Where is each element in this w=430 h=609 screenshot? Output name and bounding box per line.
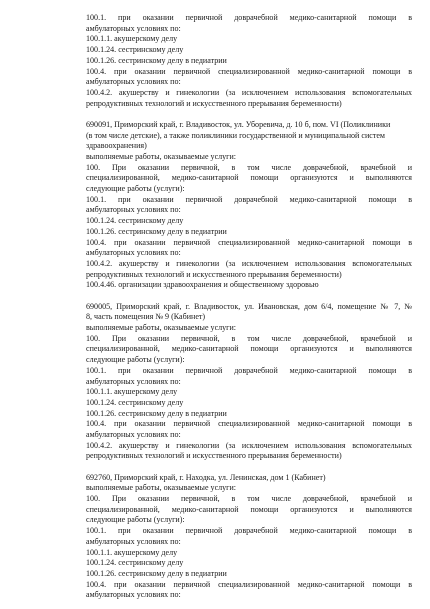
text-line: следующие работы (услуги):	[86, 355, 185, 365]
text-line: 100.1. при оказании первичной доврачебной медико-санитарной помощи в	[86, 365, 412, 375]
text-line: амбулаторных условиях по:	[86, 430, 181, 440]
text-line: следующие работы (услуги):	[86, 184, 185, 194]
text-line: амбулаторных условиях по:	[86, 376, 181, 386]
text-line: 692760, Приморский край, г. Находка, ул. Ленинская, дом 1 (Кабинет)	[86, 472, 326, 482]
text-line: амбулаторных условиях по:	[86, 536, 181, 546]
text-line: специализированной, медико-санитарной помощи организуются и выполняются	[86, 173, 412, 183]
text-line: 100.1. при оказании первичной доврачебной медико-санитарной помощи в	[86, 526, 412, 536]
license-address-block	[86, 473, 412, 601]
text-line: репродуктивных технологий и искусственного прерывания беременности)	[86, 269, 342, 279]
text-line: 100.1.24. сестринскому делу	[86, 558, 184, 568]
text-line: 100.1. при оказании первичной доврачебной медико-санитарной помощи в	[86, 13, 412, 22]
text-line: (в том числе детские), а также поликлиники государственной и муниципальной систем	[86, 130, 386, 140]
text-line: 100.4. при оказании первичной специализированной медико-санитарной помощи в	[86, 419, 412, 429]
text-line: 100.1.26. сестринскому делу в педиатрии	[86, 568, 227, 578]
text-line: 100.4.2. акушерству и гинекологии (за исключением использования вспомогательных	[86, 440, 412, 450]
text-line: выполняемые работы, оказываемые услуги:	[86, 151, 237, 161]
text-line: амбулаторных условиях по:	[86, 23, 181, 33]
text-line: выполняемые работы, оказываемые услуги:	[86, 322, 237, 332]
text-line: следующие работы (услуги):	[86, 515, 185, 525]
text-line: 100.4. при оказании первичной специализированной медико-санитарной помощи в	[86, 579, 412, 589]
text-line: 100.4.46. организации здравоохранения и общественному здоровью	[86, 280, 319, 290]
text-line: 100.1.26. сестринскому делу в педиатрии	[86, 55, 227, 65]
text-line: 100.4. при оказании первичной специализированной медико-санитарной помощи в	[86, 237, 412, 247]
text-line: амбулаторных условиях по:	[86, 205, 181, 215]
text-line: 100.1.26. сестринскому делу в педиатрии	[86, 408, 227, 418]
text-line: 690005, Приморский край, г. Владивосток, ул. Ивановская, дом 6/4, помещение № 7, №	[86, 301, 412, 311]
text-line: здравоохранения)	[86, 141, 147, 151]
text-line: 100. При оказании первичной, в том числе доврачебной, врачебной и	[86, 333, 412, 343]
text-line: репродуктивных технологий и искусственного прерывания беременности)	[86, 451, 342, 461]
text-line: 8, часть помещения № 9 (Кабинет)	[86, 312, 206, 322]
text-line: 100.1.1. акушерскому делу	[86, 34, 178, 44]
license-address-block	[86, 120, 412, 291]
text-line: амбулаторных условиях по:	[86, 248, 181, 258]
text-line: специализированной, медико-санитарной помощи организуются и выполняются	[86, 344, 412, 354]
text-line: 100.1.26. сестринскому делу в педиатрии	[86, 226, 227, 236]
text-line: 100.1.24. сестринскому делу	[86, 397, 184, 407]
license-address-block	[86, 13, 412, 109]
text-line: 100. При оказании первичной, в том числе доврачебной, врачебной и	[86, 494, 412, 504]
text-line: 690091, Приморский край, г. Владивосток, ул. Уборевича, д. 10 б, пом. VI (Поликлиники	[86, 119, 391, 129]
text-line: выполняемые работы, оказываемые услуги:	[86, 483, 237, 493]
text-line: амбулаторных условиях по:	[86, 77, 181, 87]
text-line: 100.1. при оказании первичной доврачебной медико-санитарной помощи в	[86, 194, 412, 204]
text-line: репродуктивных технологий и искусственного прерывания беременности)	[86, 98, 342, 108]
text-line: 100.4. при оказании первичной специализированной медико-санитарной помощи в	[86, 66, 412, 76]
text-line: специализированной, медико-санитарной помощи организуются и выполняются	[86, 504, 412, 514]
text-line: 100.1.24. сестринскому делу	[86, 45, 184, 55]
text-line: амбулаторных условиях по:	[86, 590, 181, 600]
text-line: 100. При оказании первичной, в том числе доврачебной, врачебной и	[86, 162, 412, 172]
license-address-block	[86, 302, 412, 463]
text-line: 100.1.1. акушерскому делу	[86, 387, 178, 397]
text-line: 100.1.1. акушерскому делу	[86, 547, 178, 557]
text-line: 100.1.24. сестринскому делу	[86, 216, 184, 226]
text-line: 100.4.2. акушерству и гинекологии (за исключением использования вспомогательных	[86, 258, 412, 268]
text-line: 100.4.2. акушерству и гинекологии (за исключением использования вспомогательных	[86, 87, 412, 97]
